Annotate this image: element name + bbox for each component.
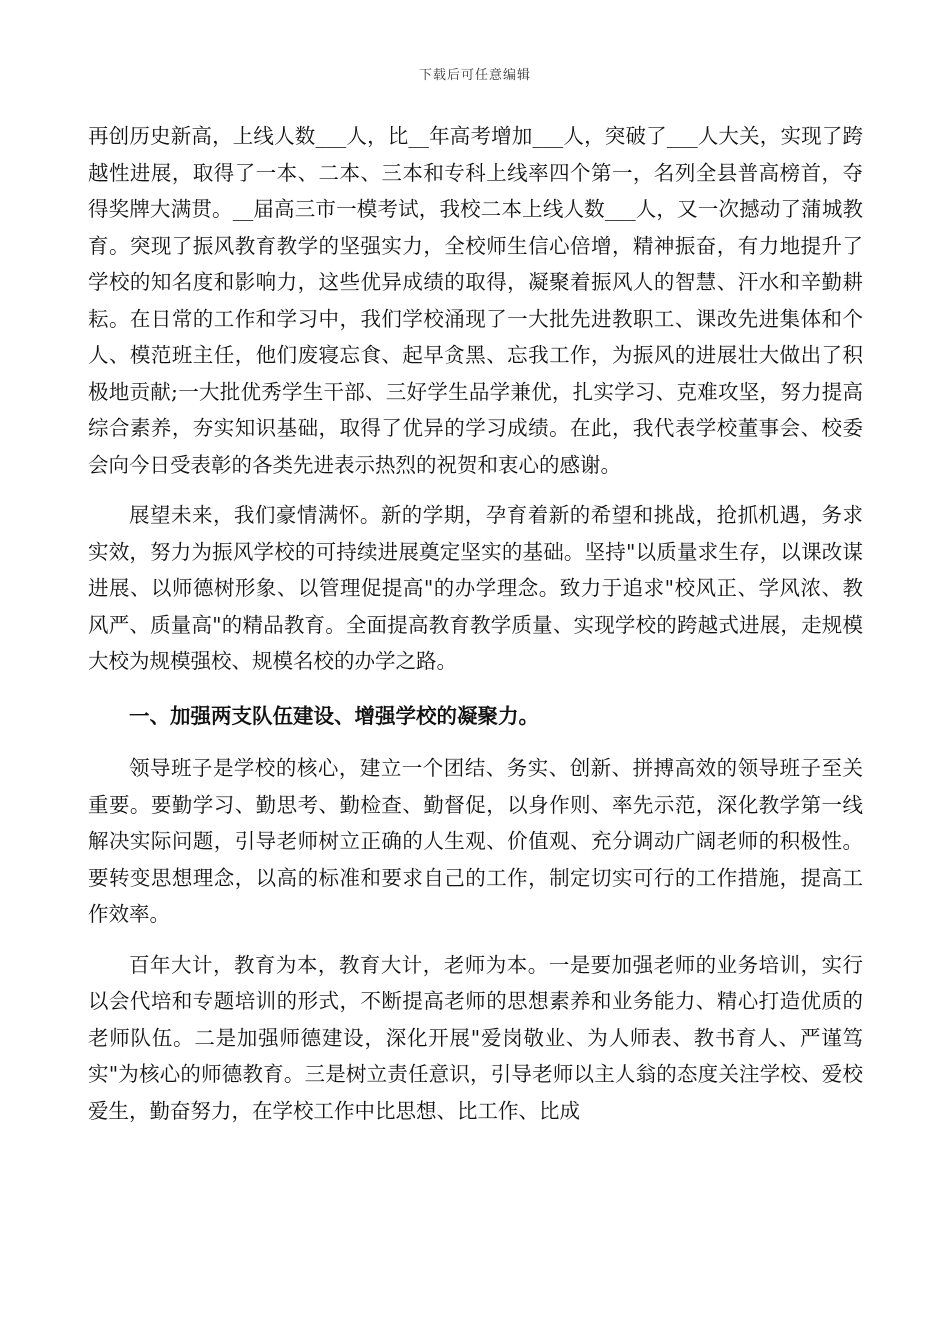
paragraph-teachers: 百年大计，教育为本，教育大计，老师为本。一是要加强老师的业务培训，实行以会代培和专题培训的形式，不断提高老师的思想素养和业务能力、精心打造优质的老师队伍。二是加强师德建设，深化开展"爱岗敬业、为人师表、教书育人、严谨笃实"为核心的师德教育。三是树立责任意识，引导老师以主人翁的态度关注学校、爱校爱生，勤奋努力，在学校工作中比思想、比工作、比成 <box>88 952 863 1123</box>
paragraph-achievements: 再创历史新高，上线人数___人，比__年高考增加___人，突破了___人大关，实现了跨越性进展，取得了一本、二本、三本和专科上线率四个第一，名列全县普高榜首，夺得奖牌大满贯。__届高三市一模考试，我校二本上线人数___人，又一次撼动了蒲城教育。突现了振风教育教学的坚强实力，全校师生信心倍增，精神振奋，有力地提升了学校的知名度和影响力，这些优异成绩的取得，凝聚着振风人的智慧、汗水和辛勤耕耘。在日常的工作和学习中，我们学校涌现了一大批先进教职工、课改先进集体和个人、模范班主任，他们废寝忘食、起早贪黑、忘我工作，为振风的进展壮大做出了积极地贡献;一大批优秀学生干部、三好学生品学兼优，扎实学习、克难攻坚，努力提高综合素养，夯实知识基础，取得了优异的学习成绩。在此，我代表学校董事会、校委会向今日受表彰的各类先进表示热烈的祝贺和衷心的感谢。 <box>88 124 863 477</box>
page-header: 下载后可任意编辑 <box>418 68 531 83</box>
document-body <box>88 118 863 1129</box>
section-heading: 一、加强两支队伍建设、增强学校的凝聚力。 <box>129 703 539 728</box>
paragraph-leadership: 领导班子是学校的核心，建立一个团结、务实、创新、拼搏高效的领导班子至关重要。要勤学习、勤思考、勤检查、勤督促，以身作则、率先示范，深化教学第一线解决实际问题，引导老师树立正确的人生观、价值观、充分调动广阔老师的积极性。要转变思想理念，以高的标准和要求自己的工作，制定切实可行的工作措施，提高工作效率。 <box>88 756 863 926</box>
paragraph-outlook: 展望未来，我们豪情满怀。新的学期，孕育着新的希望和挑战，抢抓机遇，务求实效，努力为振风学校的可持续进展奠定坚实的基础。坚持"以质量求生存，以课改谋进展、以师德树形象、以管理促提高"的办学理念。致力于追求"校风正、学风浓、教风严、质量高"的精品教育。全面提高教育教学质量、实现学校的跨越式进展，走规模大校为规模强校、规模名校的办学之路。 <box>88 503 863 673</box>
